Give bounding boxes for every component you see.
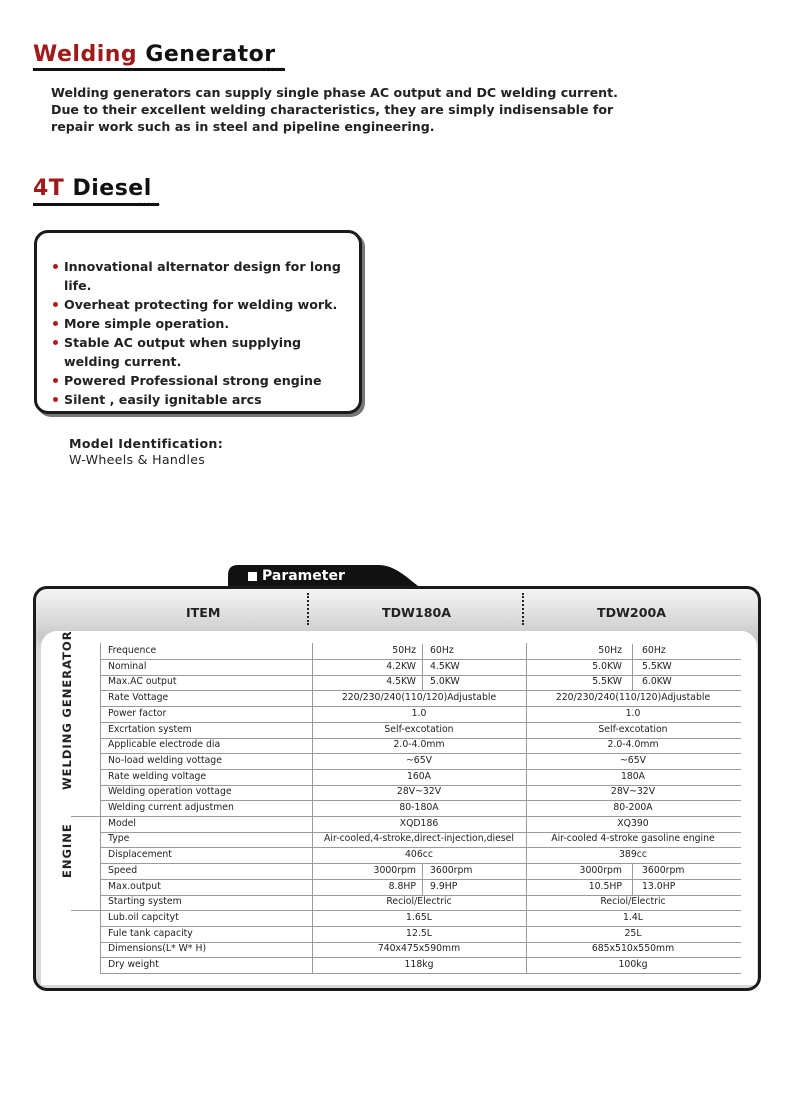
cell-value: 25L	[624, 927, 642, 939]
row-label: Rate Vottage	[108, 692, 169, 704]
column-line	[100, 753, 101, 769]
cell-divider	[632, 864, 633, 879]
column-line	[312, 926, 313, 942]
row-label: Welding operation vottage	[108, 786, 232, 798]
column-line	[312, 800, 313, 816]
column-line	[312, 894, 313, 910]
column-divider	[307, 593, 309, 625]
table-row	[100, 769, 741, 785]
column-line	[312, 847, 313, 863]
column-line	[526, 957, 527, 973]
table-row	[100, 737, 741, 753]
column-line	[526, 784, 527, 800]
group-divider	[71, 910, 100, 911]
title-red-part: 4T	[33, 176, 65, 201]
column-line	[100, 659, 101, 675]
cell-value: ~65V	[406, 754, 432, 766]
chevrons-icon: ›››››	[138, 200, 161, 210]
feature-list	[53, 257, 364, 409]
group-label-generator: GENERATOR	[60, 630, 74, 718]
column-line	[312, 722, 313, 738]
cell-value: 12.5L	[406, 927, 432, 939]
table-row	[100, 659, 741, 675]
title-underline	[33, 68, 285, 71]
cell-value: XQD186	[399, 817, 439, 829]
row-label: Model	[108, 817, 136, 829]
column-line	[312, 753, 313, 769]
cell-value: 50Hz	[392, 645, 416, 656]
column-line	[526, 816, 527, 832]
intro-line: Due to their excellent welding characteristics, they are simply indisensable for	[51, 102, 614, 117]
cell-value: ~65V	[620, 754, 646, 766]
cell-divider	[632, 675, 633, 690]
column-line	[100, 690, 101, 706]
column-line	[526, 863, 527, 879]
group-label-welding: WELDING	[60, 722, 74, 790]
column-line	[312, 957, 313, 973]
column-line	[312, 706, 313, 722]
cell-value: 9.9HP	[430, 880, 458, 892]
table-row	[100, 674, 741, 690]
row-divider	[100, 973, 741, 974]
cell-divider	[632, 660, 633, 675]
column-line	[312, 643, 313, 659]
group-label-engine: ENGINE	[60, 823, 74, 878]
cell-value: 1.65L	[406, 911, 432, 923]
column-line	[100, 831, 101, 847]
feature-item: Powered Professional strong engine	[53, 371, 364, 390]
cell-value: 389cc	[619, 849, 647, 861]
column-line	[100, 957, 101, 973]
column-line	[526, 769, 527, 785]
column-line	[100, 879, 101, 895]
row-label: Nominal	[108, 660, 147, 672]
feature-item: Innovational alternator design for long life.	[53, 257, 364, 295]
cell-value: 3600rpm	[430, 864, 473, 876]
row-label: Dimensions(L* W* H)	[108, 943, 207, 955]
column-line	[100, 643, 101, 659]
table-row	[100, 831, 741, 847]
column-line	[312, 910, 313, 926]
cell-value: 220/230/240(110/120)Adjustable	[341, 692, 497, 704]
table-row	[100, 722, 741, 738]
column-line	[526, 879, 527, 895]
row-label: Welding current adjustmen	[108, 802, 234, 813]
row-label: Speed	[108, 864, 138, 876]
feature-item: Stable AC output when supplying welding current.	[53, 333, 356, 371]
table-row	[100, 879, 741, 895]
table-row	[100, 957, 741, 973]
cell-divider	[422, 675, 423, 690]
cell-value: 1.0	[625, 707, 641, 719]
row-label: Applicable electrode dia	[108, 739, 221, 751]
section-title	[33, 176, 152, 201]
cell-divider	[422, 644, 423, 659]
cell-value: 60Hz	[430, 645, 454, 656]
cell-value: XQ390	[617, 817, 649, 829]
cell-value: 4.5KW	[430, 660, 460, 672]
column-line	[526, 674, 527, 690]
column-line	[526, 753, 527, 769]
column-line	[100, 737, 101, 753]
cell-value: Self-excotation	[384, 723, 454, 735]
row-label: Frequence	[108, 645, 157, 656]
cell-value: Self-excotation	[598, 723, 668, 735]
intro-paragraph	[51, 84, 651, 135]
column-line	[100, 847, 101, 863]
cell-value: 3000rpm	[579, 864, 622, 876]
table-row	[100, 910, 741, 926]
column-line	[312, 784, 313, 800]
cell-value: 28V~32V	[610, 786, 656, 798]
cell-divider	[422, 880, 423, 895]
table-row	[100, 941, 741, 957]
cell-value: 3000rpm	[373, 864, 416, 876]
chevrons-icon: ›››››	[262, 65, 285, 75]
table-row	[100, 690, 741, 706]
column-line	[312, 737, 313, 753]
row-label: No-load welding vottage	[108, 754, 222, 766]
cell-value: 100kg	[618, 959, 648, 970]
column-line	[526, 706, 527, 722]
column-line	[100, 674, 101, 690]
cell-value: 13.0HP	[642, 880, 676, 892]
table-row	[100, 894, 741, 910]
column-header-model1: TDW180A	[382, 605, 451, 620]
column-line	[312, 690, 313, 706]
column-line	[100, 706, 101, 722]
title-black-part: Generator	[137, 42, 276, 67]
row-label: Lub.oil capcityt	[108, 911, 179, 923]
column-line	[100, 784, 101, 800]
table-row	[100, 926, 741, 942]
cell-value: 3600rpm	[642, 864, 685, 876]
cell-value: 2.0-4.0mm	[393, 739, 445, 751]
column-line	[526, 894, 527, 910]
cell-value: 1.0	[411, 707, 427, 719]
row-label: Fule tank capacity	[108, 927, 193, 939]
column-line	[312, 941, 313, 957]
parameter-panel	[33, 586, 761, 991]
feature-item: Overheat protecting for welding work.	[53, 295, 364, 314]
cell-value: 10.5HP	[588, 880, 622, 892]
cell-value: 4.5KW	[386, 676, 416, 688]
column-line	[526, 831, 527, 847]
model-identification-text: W-Wheels & Handles	[69, 452, 206, 467]
column-line	[526, 847, 527, 863]
column-header-item: ITEM	[186, 605, 221, 620]
cell-value: 406cc	[405, 849, 433, 861]
column-line	[312, 831, 313, 847]
row-label: Displacement	[108, 849, 172, 861]
table-row	[100, 643, 741, 659]
table-row	[100, 863, 741, 879]
cell-value: 28V~32V	[396, 786, 442, 798]
column-line	[526, 910, 527, 926]
feature-box	[34, 230, 362, 414]
cell-value: 8.8HP	[388, 880, 416, 892]
column-line	[100, 722, 101, 738]
row-label: Starting system	[108, 896, 182, 908]
table-row	[100, 706, 741, 722]
cell-value: 6.0KW	[642, 676, 672, 688]
row-label: Dry weight	[108, 959, 159, 970]
row-label: Rate welding voltage	[108, 770, 207, 782]
column-line	[526, 659, 527, 675]
cell-value: 2.0-4.0mm	[607, 739, 659, 751]
cell-value: 740x475x590mm	[377, 943, 461, 955]
page-title	[33, 42, 276, 67]
cell-value: Reciol/Electric	[386, 896, 452, 908]
column-line	[312, 674, 313, 690]
column-line	[312, 816, 313, 832]
intro-line: repair work such as in steel and pipeline engineering.	[51, 119, 435, 134]
title-red-part: Welding	[33, 42, 138, 67]
cell-value: 1.4L	[623, 911, 643, 923]
cell-value: 118kg	[404, 959, 434, 970]
column-line	[312, 863, 313, 879]
cell-value: 160A	[406, 770, 432, 782]
intro-line: Welding generators can supply single phase AC output and DC welding current.	[51, 85, 618, 100]
cell-value: 60Hz	[642, 645, 666, 656]
cell-divider	[632, 880, 633, 895]
row-label: Max.output	[108, 880, 161, 892]
cell-value: 5.0KW	[592, 660, 622, 672]
cell-value: 5.5KW	[592, 676, 622, 688]
cell-divider	[422, 660, 423, 675]
cell-value: 220/230/240(110/120)Adjustable	[555, 692, 711, 704]
column-line	[100, 769, 101, 785]
column-line	[100, 910, 101, 926]
cell-value: Air-cooled,4-stroke,direct-injection,diesel	[324, 833, 514, 845]
column-line	[100, 894, 101, 910]
row-label: Excrtation system	[108, 723, 192, 735]
column-line	[526, 800, 527, 816]
row-label: Max.AC output	[108, 676, 177, 688]
table-row	[100, 784, 741, 800]
column-line	[100, 926, 101, 942]
model-identification-title: Model Identification:	[69, 436, 224, 451]
cell-value: 80-180A	[399, 802, 439, 813]
table-row	[100, 816, 741, 832]
group-divider	[71, 816, 100, 817]
cell-value: 80-200A	[613, 802, 653, 813]
table-row	[100, 753, 741, 769]
parameter-label: Parameter	[262, 568, 345, 584]
column-line	[312, 769, 313, 785]
cell-divider	[422, 864, 423, 879]
column-line	[526, 722, 527, 738]
cell-value: 5.0KW	[430, 676, 460, 688]
column-divider	[522, 593, 524, 625]
cell-value: Air-cooled 4-stroke gasoline engine	[551, 833, 715, 845]
parameter-table	[41, 631, 757, 985]
column-line	[312, 879, 313, 895]
cell-value: 50Hz	[598, 645, 622, 656]
title-black-part: Diesel	[64, 176, 152, 201]
row-label: Type	[108, 833, 130, 845]
column-line	[526, 690, 527, 706]
table-row	[100, 800, 741, 816]
feature-item: More simple operation.	[53, 314, 364, 333]
column-line	[312, 659, 313, 675]
column-line	[526, 926, 527, 942]
column-line	[100, 800, 101, 816]
feature-item: Silent , easily ignitable arcs	[53, 390, 364, 409]
column-line	[100, 816, 101, 832]
cell-value: 5.5KW	[642, 660, 672, 672]
row-label: Power factor	[108, 707, 167, 719]
cell-value: Reciol/Electric	[600, 896, 666, 908]
column-line	[526, 737, 527, 753]
cell-value: 4.2KW	[386, 660, 416, 672]
column-header-model2: TDW200A	[597, 605, 666, 620]
cell-value: 180A	[620, 770, 646, 782]
column-line	[100, 863, 101, 879]
square-icon	[248, 572, 257, 581]
table-row	[100, 847, 741, 863]
column-line	[100, 941, 101, 957]
cell-divider	[632, 644, 633, 659]
column-line	[526, 643, 527, 659]
column-line	[526, 941, 527, 957]
cell-value: 685x510x550mm	[591, 943, 675, 955]
